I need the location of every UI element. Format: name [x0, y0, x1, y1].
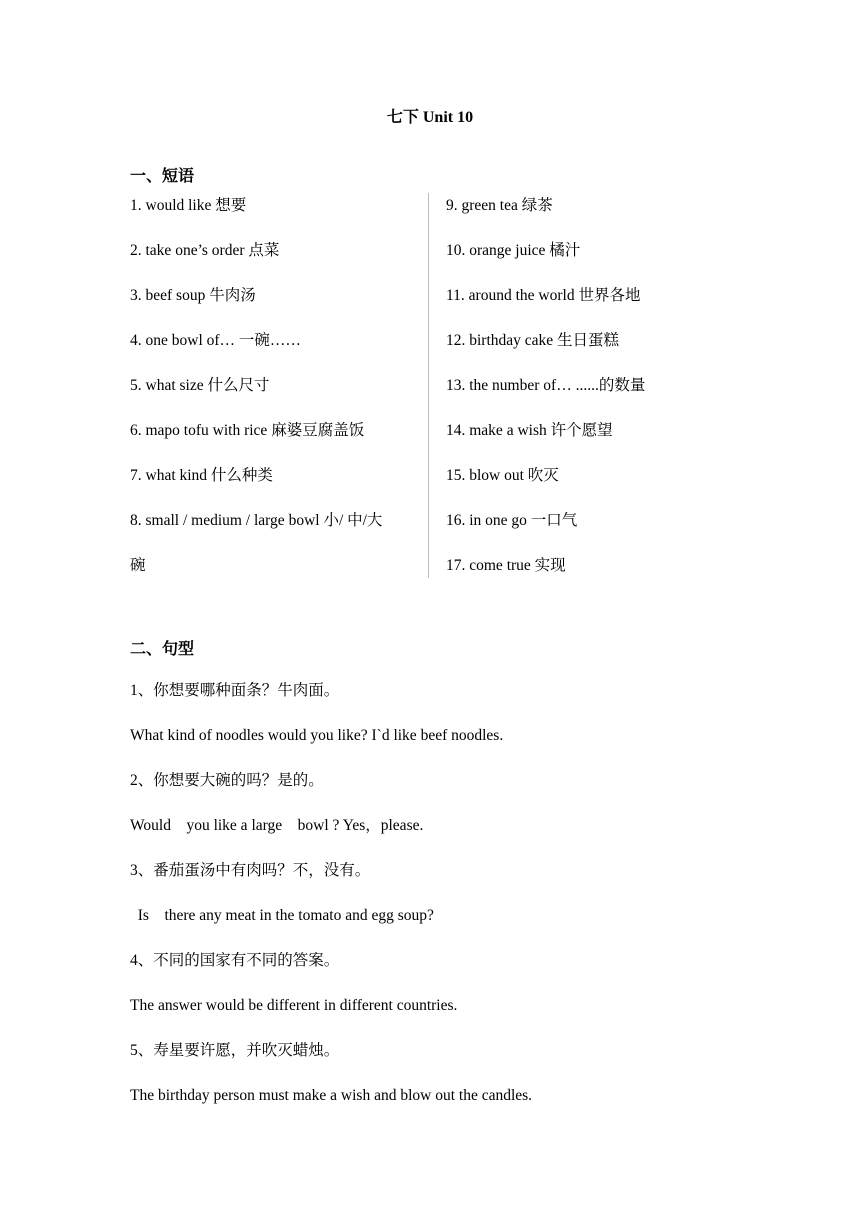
phrase-item: 4. one bowl of… 一碗……: [130, 332, 301, 349]
phrase-item: 7. what kind 什么种类: [130, 467, 273, 484]
section-heading-phrases: 一、短语: [130, 168, 195, 185]
sentence-english: Would you like a large bowl ? Yes，please.: [130, 817, 424, 834]
sentence-list: [130, 679, 750, 1129]
phrase-item-continued: 碗: [130, 557, 146, 574]
phrase-item: 12. birthday cake 生日蛋糕: [446, 332, 620, 349]
phrases-right-column: [446, 194, 746, 599]
phrase-item: 14. make a wish 许个愿望: [446, 422, 613, 439]
section-heading-sentences: 二、句型: [130, 641, 195, 658]
phrase-item: 9. green tea 绿茶: [446, 197, 553, 214]
phrases-left-column: [130, 194, 420, 599]
phrase-item: 5. what size 什么尺寸: [130, 377, 270, 394]
phrase-item: 16. in one go 一口气: [446, 512, 578, 529]
sentence-chinese: 4、不同的国家有不同的答案。: [130, 952, 340, 969]
sentence-chinese: 2、你想要大碗的吗？是的。: [130, 772, 324, 789]
phrase-item: 2. take one’s order 点菜: [130, 242, 280, 259]
phrase-item: 6. mapo tofu with rice 麻婆豆腐盖饭: [130, 422, 365, 439]
phrase-item: 13. the number of… ......的数量: [446, 377, 646, 394]
phrase-item: 10. orange juice 橘汁: [446, 242, 581, 259]
phrase-item: 11. around the world 世界各地: [446, 287, 641, 304]
sentence-chinese: 3、番茄蛋汤中有肉吗？不，没有。: [130, 862, 371, 879]
sentence-english: Is there any meat in the tomato and egg soup?: [130, 907, 434, 924]
phrase-item: 17. come true 实现: [446, 557, 566, 574]
column-divider: [428, 193, 429, 578]
sentence-english: The answer would be different in different countries.: [130, 997, 458, 1014]
phrase-item: 15. blow out 吹灭: [446, 467, 559, 484]
phrase-item: 8. small / medium / large bowl 小/ 中/大: [130, 512, 383, 529]
page-title: 七下 Unit 10: [386, 109, 474, 126]
sentence-chinese: 5、寿星要许愿，并吹灭蜡烛。: [130, 1042, 340, 1059]
sentence-chinese: 1、你想要哪种面条？牛肉面。: [130, 682, 340, 699]
sentence-english: What kind of noodles would you like? I`d like beef noodles.: [130, 727, 504, 744]
phrase-item: 1. would like 想要: [130, 197, 247, 214]
phrase-item: 3. beef soup 牛肉汤: [130, 287, 256, 304]
sentence-english: The birthday person must make a wish and blow out the candles.: [130, 1087, 533, 1104]
